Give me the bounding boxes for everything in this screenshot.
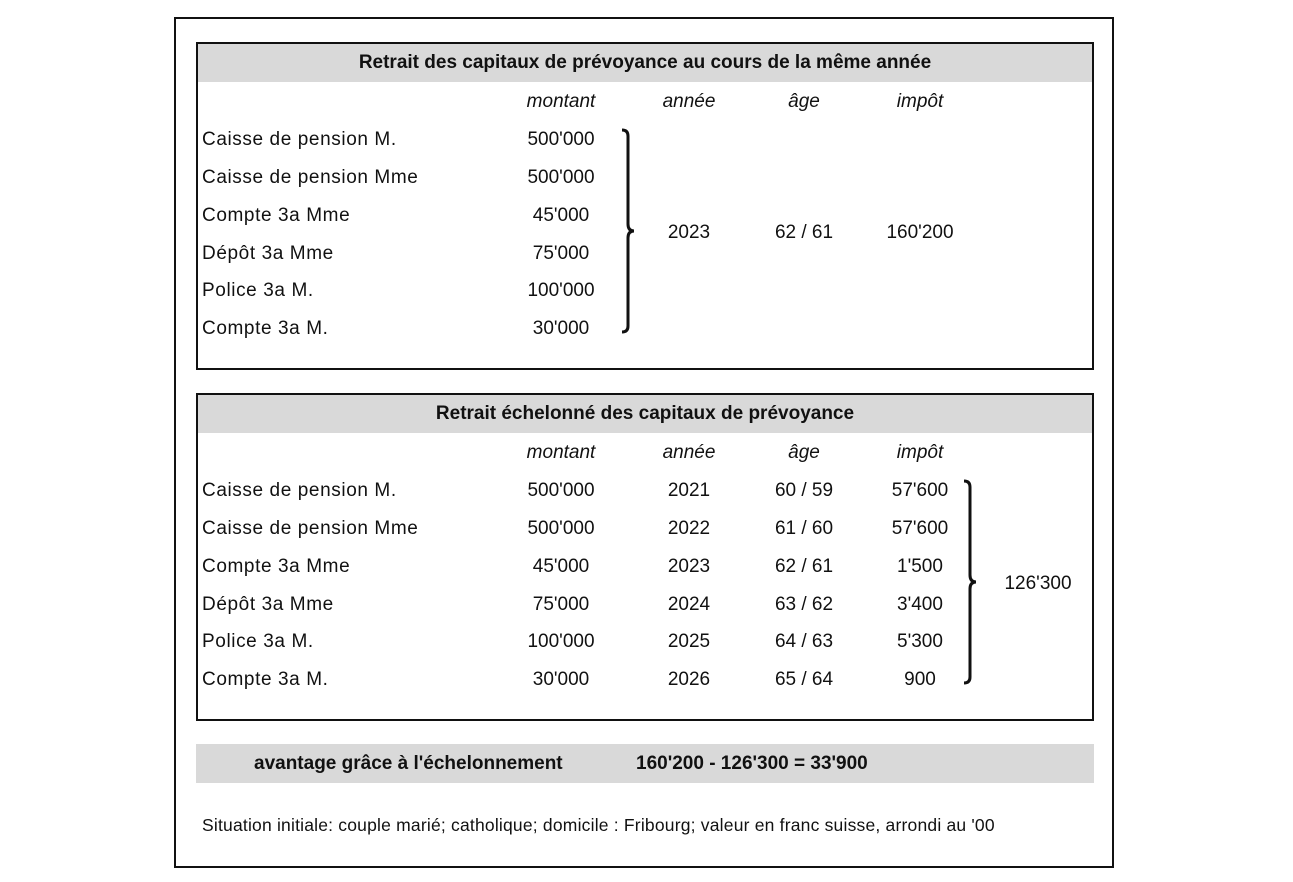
row-montant: 500'000 xyxy=(527,167,595,188)
row-label: Compte 3a M. xyxy=(202,669,329,690)
row-annee: 2021 xyxy=(667,480,711,501)
row-age: 60 / 59 xyxy=(774,480,834,501)
row-impot: 1'500 xyxy=(897,556,943,577)
row-annee: 2023 xyxy=(667,556,711,577)
row-label: Caisse de pension M. xyxy=(202,480,397,501)
header-montant: montant xyxy=(526,442,596,463)
group-age: 62 / 61 xyxy=(774,222,834,243)
footnote: Situation initiale: couple marié; catholique; domicile : Fribourg; valeur en franc suisse, arrondi au '00 xyxy=(202,815,995,835)
row-montant: 30'000 xyxy=(532,669,590,690)
row-montant: 500'000 xyxy=(527,480,595,501)
table-same-year xyxy=(196,42,1094,370)
row-montant: 500'000 xyxy=(527,518,595,539)
row-annee: 2026 xyxy=(667,669,711,690)
row-montant: 100'000 xyxy=(527,280,595,301)
row-age: 61 / 60 xyxy=(774,518,834,539)
row-montant: 75'000 xyxy=(532,594,590,615)
row-montant: 45'000 xyxy=(532,556,590,577)
row-montant: 100'000 xyxy=(527,631,595,652)
row-age: 62 / 61 xyxy=(774,556,834,577)
row-montant: 75'000 xyxy=(532,243,590,264)
row-impot: 3'400 xyxy=(897,594,943,615)
row-label: Police 3a M. xyxy=(202,631,314,652)
row-impot: 5'300 xyxy=(897,631,943,652)
row-montant: 45'000 xyxy=(532,205,590,226)
header-annee: année xyxy=(662,442,716,463)
row-age: 63 / 62 xyxy=(774,594,834,615)
row-montant: 30'000 xyxy=(532,318,590,339)
group-impot: 160'200 xyxy=(886,222,954,243)
header-montant: montant xyxy=(526,91,596,112)
total-impot: 126'300 xyxy=(1004,573,1072,594)
row-label: Caisse de pension M. xyxy=(202,129,397,150)
header-age: âge xyxy=(788,91,820,112)
table-staggered xyxy=(196,393,1094,721)
row-label: Dépôt 3a Mme xyxy=(202,243,334,264)
header-age: âge xyxy=(788,442,820,463)
right-brace-icon xyxy=(960,479,980,685)
header-impot: impôt xyxy=(896,442,944,463)
table-same-year-title: Retrait des capitaux de prévoyance au cours de la même année xyxy=(198,44,1092,82)
row-label: Compte 3a Mme xyxy=(202,205,351,226)
row-age: 64 / 63 xyxy=(774,631,834,652)
row-annee: 2022 xyxy=(667,518,711,539)
header-impot: impôt xyxy=(896,91,944,112)
summary-label: avantage grâce à l'échelonnement xyxy=(254,753,563,774)
row-label: Dépôt 3a Mme xyxy=(202,594,334,615)
row-impot: 57'600 xyxy=(891,518,949,539)
row-montant: 500'000 xyxy=(527,129,595,150)
row-age: 65 / 64 xyxy=(774,669,834,690)
summary-bar xyxy=(196,744,1094,783)
row-annee: 2024 xyxy=(667,594,711,615)
row-impot: 57'600 xyxy=(891,480,949,501)
header-annee: année xyxy=(662,91,716,112)
row-label: Compte 3a M. xyxy=(202,318,329,339)
row-label: Caisse de pension Mme xyxy=(202,518,419,539)
summary-formula: 160'200 - 126'300 = 33'900 xyxy=(636,753,868,774)
row-label: Police 3a M. xyxy=(202,280,314,301)
row-impot: 900 xyxy=(904,669,936,690)
group-annee: 2023 xyxy=(667,222,711,243)
row-label: Caisse de pension Mme xyxy=(202,167,419,188)
row-label: Compte 3a Mme xyxy=(202,556,351,577)
table-staggered-title: Retrait échelonné des capitaux de prévoyance xyxy=(198,395,1092,433)
row-annee: 2025 xyxy=(667,631,711,652)
